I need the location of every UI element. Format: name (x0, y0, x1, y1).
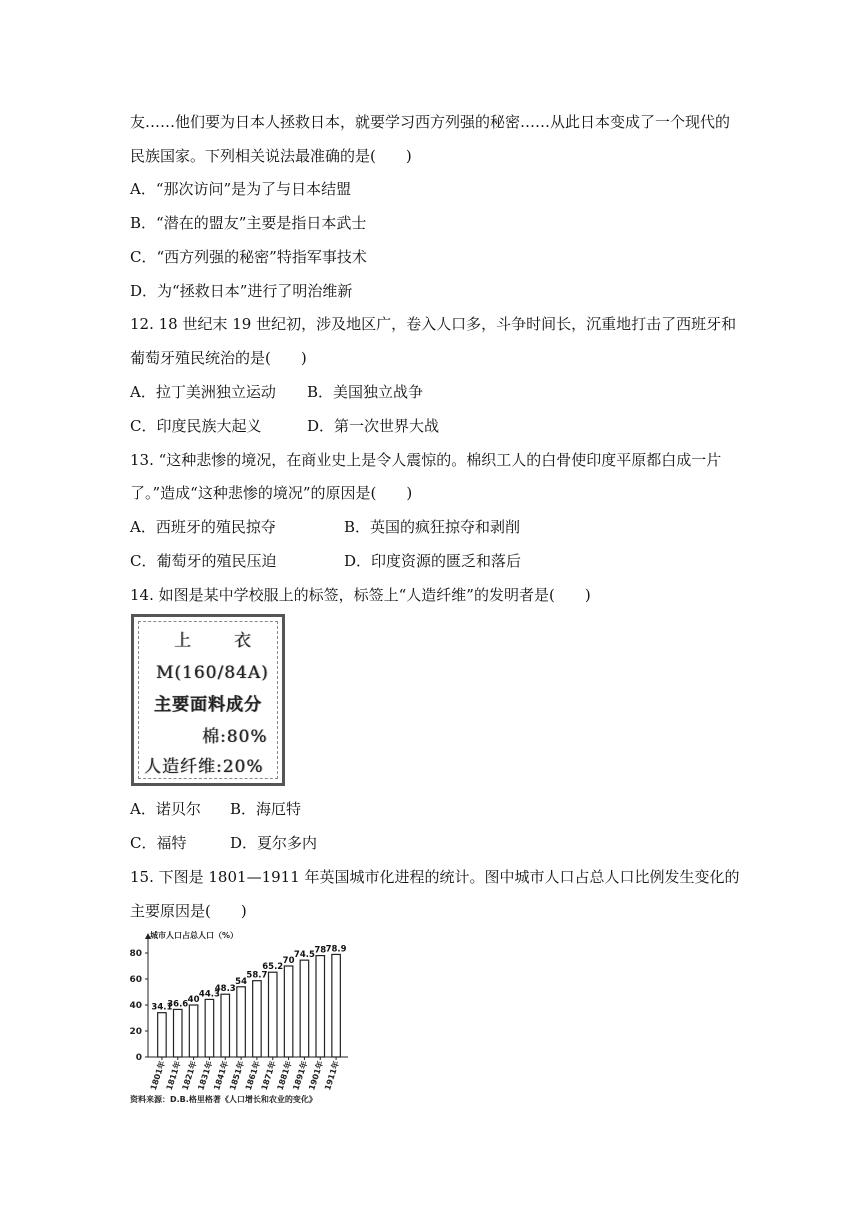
chart-svg (128, 926, 358, 1106)
x-category-label: 1871年 (259, 1059, 278, 1092)
label-row1-b: 衣 (234, 631, 252, 651)
y-axis-title: 城市人口占总人口（%） (150, 931, 239, 940)
x-category-label: 1881年 (275, 1059, 294, 1092)
x-category-label: 1831年 (196, 1059, 215, 1092)
x-category-label: 1911年 (323, 1059, 341, 1092)
bar-value-label: 70 (282, 956, 295, 966)
y-tick-label: 60 (129, 975, 142, 985)
x-category-label: 1801年 (148, 1059, 167, 1092)
bar-value-label: 36.6 (167, 999, 189, 1010)
q12-option-a[interactable]: A．拉丁美洲独立运动 (130, 383, 276, 401)
q15-stem-line1: 15. 下图是 1801—1911 年英国城市化进程的统计。图中城市人口占总人口比例发生变化的 (130, 868, 740, 886)
bar (284, 966, 293, 1057)
urbanization-bar-chart (128, 926, 358, 1106)
q11-option-a[interactable]: A．“那次访问”是为了与日本结盟 (130, 180, 352, 198)
q13-option-b[interactable]: B．英国的疯狂掠夺和剥削 (344, 518, 521, 536)
label-row4: 棉:80% (202, 727, 268, 747)
bar-value-label: 65.2 (262, 962, 284, 973)
bar-value-label: 54 (235, 976, 248, 987)
bar (174, 1009, 183, 1057)
bar (221, 994, 230, 1057)
label-row2: M(160/84A) (156, 663, 269, 683)
q14-stem-line1: 14. 如图是某中学校服上的标签，标签上“人造纤维”的发明者是( ) (130, 586, 591, 604)
q11-stem-line1: 友……他们要为日本人拯救日本，就要学习西方列强的秘密……从此日本变成了一个现代的 (130, 113, 731, 131)
bar-value-label: 74.5 (293, 950, 315, 961)
q11-option-c[interactable]: C．“西方列强的秘密”特指军事技术 (130, 248, 367, 266)
q14-option-c[interactable]: C．福特 (130, 834, 187, 852)
q14-option-a[interactable]: A．诺贝尔 (130, 800, 201, 818)
q12-stem-line2: 葡萄牙殖民统治的是( ) (130, 349, 307, 367)
q13-stem-line1: 13. “这种悲惨的境况，在商业史上是令人震惊的。棉织工人的白骨使印度平原都白成一片 (130, 451, 722, 469)
x-category-label: 1811年 (164, 1059, 183, 1092)
bar-value-label: 78 (314, 945, 327, 956)
bar-value-label: 58.7 (246, 970, 268, 981)
bar (158, 1013, 166, 1057)
x-category-label: 1861年 (243, 1059, 262, 1092)
bar (300, 960, 309, 1057)
bar-value-label: 48.3 (214, 984, 236, 995)
bar (316, 956, 325, 1057)
q12-stem-line1: 12. 18 世纪末 19 世纪初，涉及地区广，卷入人口多，斗争时间长，沉重地打击了西班牙和 (130, 315, 737, 333)
bar (332, 954, 341, 1057)
bar (237, 987, 246, 1057)
q13-option-c[interactable]: C．葡萄牙的殖民压迫 (130, 552, 277, 570)
bar-value-label: 34.1 (151, 1002, 173, 1013)
q11-option-d[interactable]: D．为“拯救日本”进行了明治维新 (130, 282, 353, 300)
q15-stem-line2: 主要原因是( ) (130, 902, 247, 920)
bar-value-label: 78.9 (325, 944, 347, 955)
label-row1-a: 上 (174, 631, 192, 651)
q14-option-d[interactable]: D．夏尔多内 (230, 834, 318, 852)
q13-option-d[interactable]: D．印度资源的匮乏和落后 (344, 552, 522, 570)
q13-option-a[interactable]: A．西班牙的殖民掠夺 (130, 518, 276, 536)
label-row5: 人造纤维:20% (144, 757, 264, 777)
bar (205, 999, 214, 1057)
bar (269, 972, 278, 1057)
q11-stem-line2: 民族国家。下列相关说法最准确的是( ) (130, 147, 412, 165)
bar (189, 1005, 198, 1057)
q12-option-c[interactable]: C．印度民族大起义 (130, 417, 262, 435)
clothing-label-image (131, 614, 285, 786)
q11-option-b[interactable]: B．“潜在的盟友”主要是指日本武士 (130, 214, 367, 232)
label-row3: 主要面料成分 (154, 695, 262, 715)
x-category-label: 1821年 (180, 1059, 199, 1092)
y-tick-label: 80 (129, 949, 142, 959)
x-category-label: 1841年 (212, 1059, 231, 1092)
q12-option-b[interactable]: B．美国独立战争 (307, 383, 424, 401)
x-category-label: 1851年 (228, 1059, 246, 1092)
chart-source-note: 资料来源：D.B.格里格著《人口增长和农业的变化》 (130, 1095, 317, 1104)
q13-stem-line2: 了。”造成“这种悲惨的境况”的原因是( ) (130, 484, 413, 502)
x-category-label: 1891年 (291, 1059, 310, 1092)
x-category-label: 1901年 (307, 1059, 326, 1092)
q14-option-b[interactable]: B．海厄特 (230, 800, 302, 818)
y-tick-label: 0 (135, 1053, 142, 1063)
bar-value-label: 44.3 (198, 989, 220, 1000)
q12-option-d[interactable]: D．第一次世界大战 (307, 417, 440, 435)
bar (253, 981, 262, 1057)
bar-value-label: 40 (187, 995, 200, 1005)
y-tick-label: 40 (129, 1001, 142, 1011)
y-tick-label: 20 (129, 1027, 142, 1037)
